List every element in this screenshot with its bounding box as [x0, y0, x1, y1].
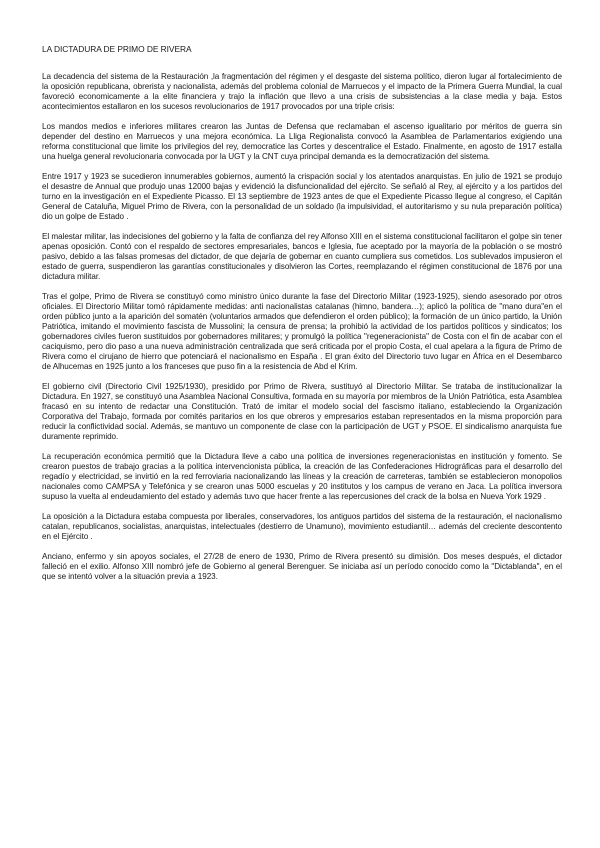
paragraph-dimision-dictablanda: Anciano, enfermo y sin apoyos sociales, el 27/28 de enero de 1930, Primo de Rivera presentó su dimisión. Dos meses después, el dictador falleció en el exilio. Alfonso XIII nombró jefe de Gobierno al general Berenguer. Se iniciaba así un período conocido como la "Dictablanda", en el que se intentó volver a la situación previa a 1923. [42, 552, 562, 581]
paragraph-causas-del-golpe: El malestar militar, las indecisiones del gobierno y la falta de confianza del rey Alfonso XIII en el sistema constitucional facilitaron el golpe sin tener apenas oposición. Contó con el respaldo de sectores empresariales, bancos e Iglesia, fue aceptado por la mayoría de la población o se mostró pasivo, debido a las falsas promesas del dictador, de que dejaría de gobernar en cuanto cumpliera sus cometidos. Los sublevados impusieron el estado de guerra, suspendieron las garantías constitucionales y disolvieron las Cortes, reemplazando el régimen constitucional de 1876 por una dictadura militar. [42, 232, 562, 281]
page-title: LA DICTADURA DE PRIMO DE RIVERA [42, 44, 192, 54]
paragraph-triple-crisis-1917: Los mandos medios e inferiores militares crearon las Juntas de Defensa que reclamaban el ascenso igualitario por méritos de guerra sin depender del destino en Marruecos y una mejora económica. La Lliga Regionalista convocó la Asamblea de Parlamentarios exigiendo una reforma constitucional que limite los privilegios del rey, democratice las Cortes y descentralice el Estado. Finalmente, en agosto de 1917 estalla una huelga general revolucionaria convocada por la UGT y la CNT cuya principal demanda es la democratización del sistema. [42, 122, 562, 161]
paragraph-golpe-de-estado: Entre 1917 y 1923 se sucedieron innumerables gobiernos, aumentó la crispación social y los atentados anarquistas. En julio de 1921 se produjo el desastre de Annual que produjo unas 12000 bajas y evidenció la disfuncionalidad del ejército. Se señaló al Rey, al ejército y a los partidos del turno en la investigación en el Expediente Picasso. El 13 septiembre de 1923 antes de que el Expediente Picasso llegue al congreso, el Capitán General de Cataluña, Miguel Primo de Rivera, con la personalidad de un soldado (la impulsividad, el autoritarismo y su nula preparación política) dio un golpe de Estado . [42, 172, 562, 221]
paragraph-directorio-militar: Tras el golpe, Primo de Rivera se constituyó como ministro único durante la fase del Directorio Militar (1923-1925), siendo asesorado por otros oficiales. El Directorio Militar tomó rápidamente medidas: anti nacionalistas catalanas (himno, bandera…); aplicó la política de "mano dura"en el orden público junto a la aparición del somatén (voluntarios armados que defendieron el orden público); la formación de un único partido, la Unión Patriótica, imitando el movimiento fascista de Mussolini; la censura de prensa; la prohibió la actividad de los partidos políticos y sindicatos; los gobernadores civiles fueron sustituidos por gobernadores militares; y promulgó la política "regeneracionista" de Costa con el fin de acabar con el caciquismo, pero dio paso a una nueva administración centralizada que será criticada por el propio Costa, el cual apelara a la figura de Primo de Rivera como el cirujano de hierro que potenciará el nacionalismo en España . El gran éxito del Directorio tuvo lugar en África en el Desembarco de Alhucemas en 1925 junto a los franceses que puso fin a la resistencia de Abd el Krim. [42, 292, 562, 371]
paragraph-directorio-civil: El gobierno civil (Directorio Civil 1925/1930), presidido por Primo de Rivera, sustituyó al Directorio Militar. Se trataba de institucionalizar la Dictadura. En 1927, se constituyó una Asamblea Nacional Consultiva, formada en su mayoría por miembros de la Unión Patriótica, esta Asamblea fracasó en su intento de redactar una Constitución. Trató de imitar el modelo social del fascismo italiano, estableciendo la Organización Corporativa del Trabajo, formada por comités paritarios en los que obreros y empresarios estaban representados en la misma proporción para reducir la conflictividad social. Además, se mantuvo un componente de clase con la participación de UGT y PSOE. El sindicalismo anarquista fue duramente reprimido. [42, 382, 562, 441]
paragraph-oposicion: La oposición a la Dictadura estaba compuesta por liberales, conservadores, los antiguos partidos del sistema de la restauración, el nacionalismo catalan, republicanos, socialistas, anarquistas, intelectuales (destierro de Unamuno), movimiento estudiantil… además del creciente descontento en el Ejército . [42, 512, 562, 541]
paragraph-politica-economica: La recuperación económica permitió que la Dictadura lleve a cabo una política de inversiones regeneracionistas en institución y fomento. Se crearon puestos de trabajo gracias a la política intervencionista pública, la creación de las Confederaciones Hidrográficas para el desarrollo del regadío y electricidad, se invirtió en la red ferroviaria nacionalizando las líneas y la creación de carreteras, también se establecieron monopolios nacionales como CAMPSA y Telefónica y se crearon unas 5000 escuelas y 20 institutos y los campus de verano en Jaca. La política inversora supuso la vuelta al endeudamiento del estado y además tuvo que hacer frente a las repercusiones del crack de la bolsa en Nueva York 1929 . [42, 452, 562, 501]
document-page [42, 44, 562, 592]
paragraph-restauracion-crisis: La decadencia del sistema de la Restauración ,la fragmentación del régimen y el desgaste del sistema político, dieron lugar al fortalecimiento de la oposición republicana, obrerista y nacionalista, además del problema colonial de Marruecos y el impacto de la Primera Guerra Mundial, la cual favoreció economicamente a la elite financiera y trajo la inflación que llevo a una crisis de subsistencias a la clase media y baja. Estos acontecimientos estallaron en los sucesos revolucionarios de 1917 provocados por una triple crisis: [42, 72, 562, 111]
